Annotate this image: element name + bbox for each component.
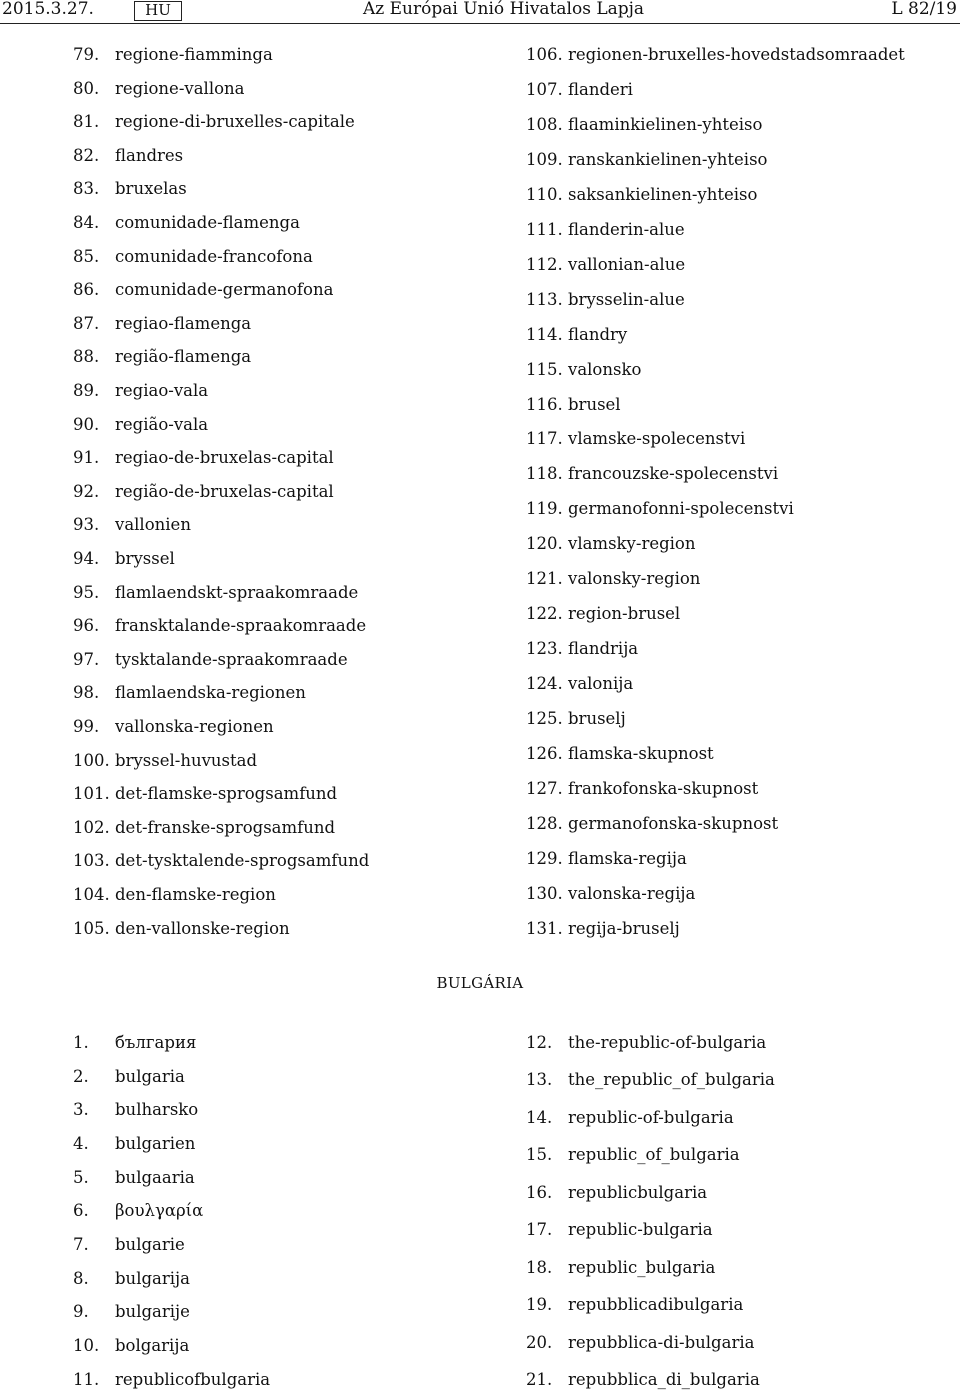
item-text: region-brusel [568, 604, 681, 624]
item-text: flamlaendskt-spraakomraade [115, 582, 359, 602]
item-text: bolgarija [115, 1335, 190, 1355]
item-text: republicbulgaria [568, 1182, 708, 1202]
item-text: republic_of_bulgaria [568, 1145, 740, 1165]
item-text: bryssel [115, 549, 175, 568]
item-text: brysselin-alue [568, 289, 685, 309]
item-text: flamska-regija [568, 848, 687, 868]
item-text: vallonska-regionen [115, 717, 274, 736]
item-number: 122. [526, 604, 563, 624]
item-text: repubblica_di_bulgaria [568, 1370, 760, 1390]
item-text: região-de-bruxelas-capital [115, 481, 334, 501]
item-number: 96. [73, 616, 100, 636]
header-divider [0, 23, 960, 24]
item-number: 111. [526, 219, 563, 239]
item-number: 12. [526, 1033, 553, 1052]
publication-date: 2015.3.27. [2, 0, 94, 19]
item-number: 103. [73, 851, 110, 871]
item-number: 3. [73, 1100, 89, 1120]
page-reference: L 82/19 [891, 0, 957, 19]
item-number: 131. [526, 918, 563, 938]
item-text: republic-of-bulgaria [568, 1107, 734, 1127]
item-number: 86. [73, 280, 100, 300]
item-text: regiao-flamenga [115, 313, 252, 333]
item-number: 11. [73, 1369, 100, 1389]
item-text: bulgaaria [115, 1167, 195, 1187]
item-number: 14. [526, 1107, 553, 1127]
item-text: repubblicadibulgaria [568, 1295, 744, 1315]
item-text: vlamsky-region [568, 534, 696, 554]
item-number: 92. [73, 481, 100, 501]
item-text: bruxelas [115, 179, 187, 199]
item-text: българия [115, 1033, 197, 1052]
item-text: regija-bruselj [568, 918, 680, 938]
item-text: valonsky-region [568, 569, 701, 589]
item-text: regione-fiamminga [115, 45, 273, 64]
item-number: 102. [73, 817, 110, 837]
section-heading-bulgaria: BULGÁRIA [436, 974, 524, 992]
item-number: 127. [526, 778, 563, 798]
item-number: 98. [73, 683, 100, 703]
item-number: 17. [526, 1220, 553, 1240]
item-text: comunidade-germanofona [115, 280, 334, 300]
item-text: regiao-de-bruxelas-capital [115, 448, 334, 468]
item-number: 119. [526, 499, 563, 519]
item-text: regione-vallona [115, 78, 245, 98]
item-text: flaaminkielinen-yhteiso [568, 114, 763, 134]
item-number: 117. [526, 429, 563, 449]
item-number: 126. [526, 744, 563, 763]
item-number: 118. [526, 464, 563, 484]
item-number: 100. [73, 750, 110, 770]
item-number: 123. [526, 639, 563, 659]
item-number: 89. [73, 381, 100, 400]
item-number: 1. [73, 1033, 89, 1052]
item-number: 88. [73, 347, 100, 367]
item-number: 20. [526, 1332, 553, 1352]
item-text: ranskankielinen-yhteiso [568, 149, 768, 169]
item-number: 9. [73, 1302, 89, 1322]
item-text: regionen-bruxelles-hovedstadsomraadet [568, 45, 905, 64]
item-number: 110. [526, 184, 563, 204]
item-text: det-tysktalende-sprogsamfund [115, 851, 370, 871]
item-text: bulgaria [115, 1066, 185, 1086]
item-number: 18. [526, 1257, 553, 1277]
item-text: valonska-regija [568, 883, 696, 903]
item-number: 87. [73, 313, 100, 333]
item-number: 84. [73, 213, 100, 232]
item-number: 81. [73, 112, 100, 132]
item-number: 83. [73, 179, 100, 199]
item-text: republicofbulgaria [115, 1369, 271, 1389]
item-number: 112. [526, 254, 563, 274]
item-number: 7. [73, 1234, 89, 1254]
item-text: bulgarije [115, 1302, 190, 1322]
item-number: 105. [73, 918, 110, 938]
item-text: valonija [568, 674, 634, 694]
item-text: tysktalande-spraakomraade [115, 649, 348, 669]
item-text: região-flamenga [115, 347, 252, 367]
item-number: 8. [73, 1268, 89, 1288]
item-number: 113. [526, 289, 563, 309]
item-text: flamska-skupnost [568, 744, 714, 763]
item-text: comunidade-francofona [115, 246, 313, 266]
item-number: 94. [73, 549, 100, 568]
item-number: 10. [73, 1335, 100, 1355]
item-number: 109. [526, 149, 563, 169]
item-text: republic_bulgaria [568, 1257, 716, 1277]
item-text: the_republic_of_bulgaria [568, 1070, 775, 1090]
item-number: 79. [73, 45, 100, 64]
item-text: regione-di-bruxelles-capitale [115, 112, 355, 132]
item-number: 101. [73, 784, 110, 804]
language-code-box: HU [134, 1, 182, 21]
item-number: 115. [526, 359, 563, 379]
item-text: bulgarien [115, 1133, 196, 1153]
item-text: bulharsko [115, 1100, 199, 1120]
journal-title: Az Európai Unió Hivatalos Lapja [363, 0, 645, 19]
item-text: comunidade-flamenga [115, 213, 300, 232]
item-number: 21. [526, 1370, 553, 1390]
item-number: 4. [73, 1133, 89, 1153]
item-text: den-flamske-region [115, 885, 276, 904]
item-number: 85. [73, 246, 100, 266]
item-text: flamlaendska-regionen [115, 683, 306, 703]
item-text: regiao-vala [115, 381, 209, 400]
item-number: 128. [526, 813, 563, 833]
item-number: 108. [526, 114, 563, 134]
item-text: vallonian-alue [568, 254, 686, 274]
item-number: 124. [526, 674, 563, 694]
page-header [0, 0, 960, 24]
item-number: 15. [526, 1145, 553, 1165]
item-text: germanofonska-skupnost [568, 813, 779, 833]
item-text: republic-bulgaria [568, 1220, 713, 1240]
item-number: 120. [526, 534, 563, 554]
item-text: flandry [568, 324, 628, 344]
item-number: 106. [526, 45, 563, 64]
item-text: bryssel-huvustad [115, 750, 258, 770]
item-text: flanderin-alue [568, 219, 685, 239]
item-number: 82. [73, 145, 100, 165]
item-text: frankofonska-skupnost [568, 778, 759, 798]
item-text: bulgarie [115, 1234, 185, 1254]
item-text: flandrija [568, 639, 639, 659]
item-text: den-vallonske-region [115, 918, 290, 938]
item-number: 16. [526, 1182, 553, 1202]
item-text: valonsko [568, 359, 642, 379]
item-number: 93. [73, 515, 100, 535]
item-number: 13. [526, 1070, 553, 1090]
item-number: 129. [526, 848, 563, 868]
item-number: 2. [73, 1066, 89, 1086]
item-number: 125. [526, 709, 563, 729]
item-text: repubblica-di-bulgaria [568, 1332, 755, 1352]
item-number: 19. [526, 1295, 553, 1315]
item-text: βουλγαρία [115, 1201, 204, 1221]
item-number: 95. [73, 582, 100, 602]
item-number: 121. [526, 569, 563, 589]
item-text: the-republic-of-bulgaria [568, 1033, 767, 1052]
item-number: 114. [526, 324, 563, 344]
item-text: vallonien [115, 515, 191, 535]
item-number: 130. [526, 883, 563, 903]
item-text: det-flamske-sprogsamfund [115, 784, 338, 804]
item-number: 6. [73, 1201, 89, 1221]
item-number: 90. [73, 414, 100, 434]
item-number: 99. [73, 717, 100, 736]
item-number: 107. [526, 79, 563, 99]
item-number: 104. [73, 885, 110, 904]
item-number: 5. [73, 1167, 89, 1187]
item-text: região-vala [115, 414, 209, 434]
item-text: fransktalande-spraakomraade [115, 616, 367, 636]
item-text: flandres [115, 145, 184, 165]
item-text: francouzske-spolecenstvi [568, 464, 779, 484]
item-text: germanofonni-spolecenstvi [568, 499, 794, 519]
item-number: 80. [73, 78, 100, 98]
item-text: brusel [568, 394, 621, 414]
item-number: 91. [73, 448, 100, 468]
item-text: vlamske-spolecenstvi [568, 429, 746, 449]
item-text: det-franske-sprogsamfund [115, 817, 336, 837]
item-text: bruselj [568, 709, 626, 729]
item-text: bulgarija [115, 1268, 190, 1288]
item-text: saksankielinen-yhteiso [568, 184, 758, 204]
item-number: 116. [526, 394, 563, 414]
item-number: 97. [73, 649, 100, 669]
item-text: flanderi [568, 79, 633, 99]
